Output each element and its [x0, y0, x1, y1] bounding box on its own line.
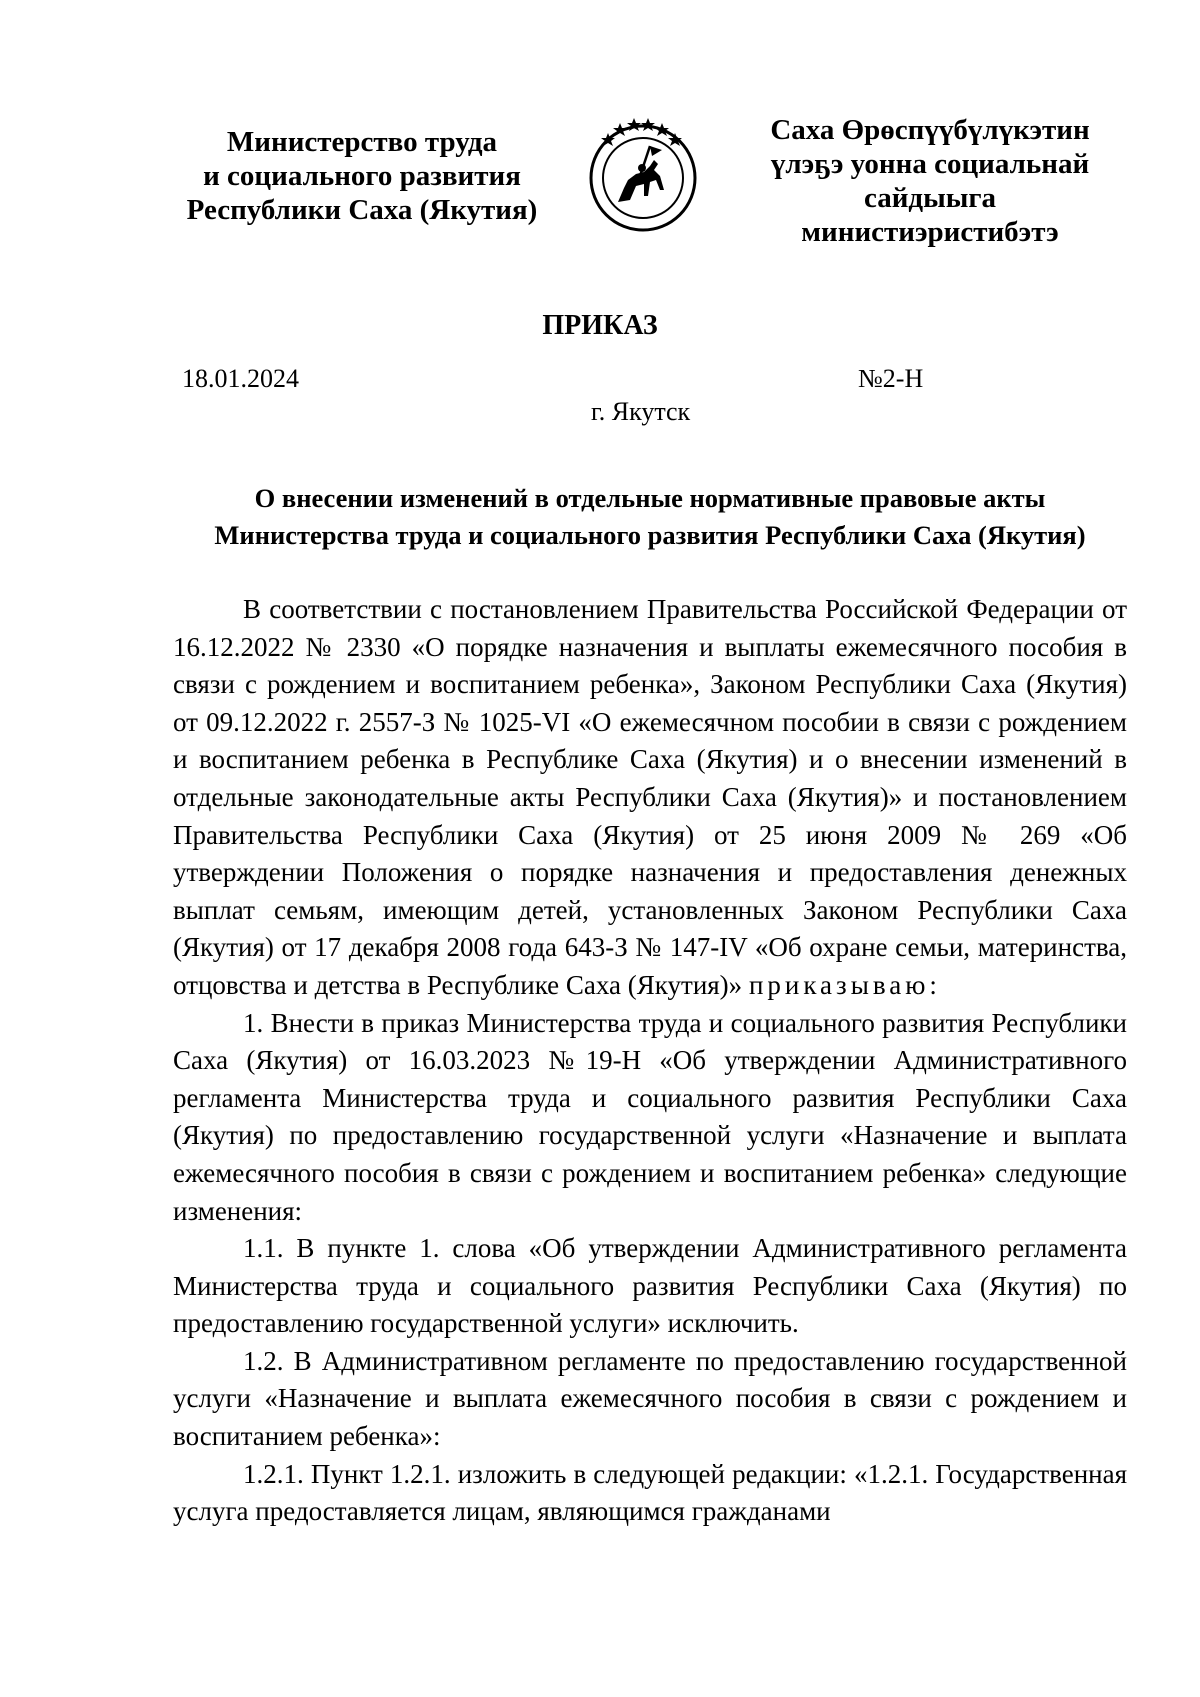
ministry-name-russian — [172, 125, 552, 227]
document-number: №2-Н — [858, 364, 924, 393]
ministry-name-line: Саха Өрөспүүбүлүкэтин — [770, 114, 1090, 146]
ministry-name-line: Министерство труда — [226, 126, 498, 158]
body-paragraph: 1. Внести в приказ Министерства труда и социального развития Республики Саха (Якутия) от 16.03.2023 №19-Н «Об утверждении Административного регламента Министерства труда и социального развития Республики Саха (Якутия) по предоставлению государственной услуги «Назначение и выплата ежемесячного пособия в связи с рождением и воспитанием ребенка» следующие изменения: — [173, 1007, 1127, 1226]
body-paragraph: 1.1. В пункте 1. слова «Об утверждении Административного регламента Министерства труда и социального развития Республики Саха (Якутия) по предоставлению государственной услуги» исключить. — [173, 1233, 1127, 1339]
document-date: 18.01.2024 — [182, 364, 299, 393]
paragraph-text: В соответствии с постановлением Правительства Российской Федерации от 16.12.2022 № 2330 «О порядке назначения и выплаты ежемесячного пособия в связи с рождением и воспитанием ребенка», Законом Республики Саха (Якутия) от 09.12.2022 г. 2557-З № 1025-VI «О ежемесячном пособии в связи с рождением и воспитанием ребенка в Республике Саха (Якутия) и о внесении изменений в отдельные законодательные акты Республики Саха (Якутия)» и постановлением Правительства Республики Саха (Якутия) от 25 июня 2009 № 269 «Об утверждении Положения о порядке назначения и предоставления денежных выплат семьям, имеющим детей, установленных Законом Республики Саха (Якутия) от 17 декабря 2008 года 643-З № 147-IV «Об охране семьи, материнства, отцовства и детства в Республике Саха (Якутия)» — [173, 594, 1127, 1000]
order-word: приказываю: — [748, 969, 941, 1000]
document-subject — [170, 480, 1130, 554]
ministry-name-line: Республики Саха (Якутия) — [186, 194, 538, 226]
body-paragraph — [173, 591, 1127, 1005]
document-city: г. Якутск — [591, 397, 691, 426]
subject-line: О внесении изменений в отдельные нормативные правовые акты — [254, 483, 1046, 513]
ministry-name-line: и социального развития — [203, 160, 521, 192]
ministry-name-sakha — [740, 113, 1120, 249]
ministry-name-line: министиэристибэтэ — [801, 216, 1059, 248]
body-paragraph: 1.2.1. Пункт 1.2.1. изложить в следующей редакции: «1.2.1. Государственная услуга предоставляется лицам, являющимся гражданами — [173, 1458, 1127, 1527]
subject-line: Министерства труда и социального развития Республики Саха (Якутия) — [214, 520, 1086, 550]
document-title: ПРИКАЗ — [542, 310, 658, 341]
ministry-name-line: үлэҕэ уонна социальнай — [770, 148, 1090, 180]
ministry-name-line: сайдыыга — [863, 182, 997, 214]
republic-emblem-icon — [578, 110, 708, 240]
body-paragraph: 1.2. В Административном регламенте по предоставлению государственной услуги «Назначение и выплата ежемесячного пособия в связи с рождением и воспитанием ребенка»: — [173, 1345, 1127, 1452]
document-body — [173, 591, 1127, 1531]
